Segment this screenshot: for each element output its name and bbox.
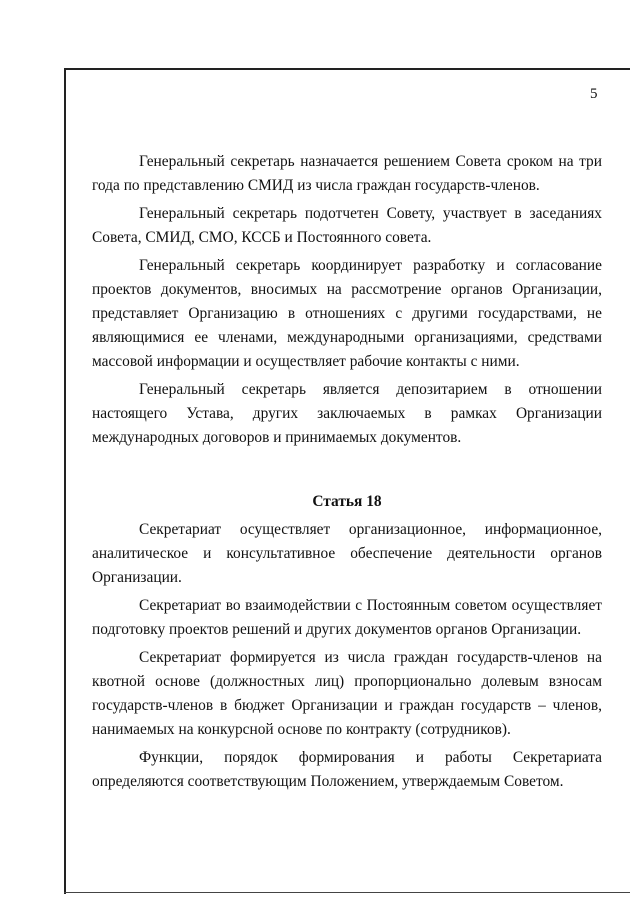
- article-heading: Статья 18: [312, 493, 382, 510]
- page-border-bottom: [64, 892, 630, 893]
- paragraph: Генеральный секретарь подотчетен Совету, участвует в заседаниях Совета, СМИД, СМО, КССБ и Постоянного совета.: [92, 205, 602, 246]
- paragraph: Генеральный секретарь назначается решением Совета сроком на три года по представлению СМИД из числа граждан государств-членов.: [92, 153, 602, 194]
- page-border-left: [64, 68, 66, 894]
- paragraph: Функции, порядок формирования и работы Секретариата определяются соответствующим Положением, утверждаемым Советом.: [92, 749, 602, 790]
- document-body: [92, 150, 602, 798]
- paragraph: Секретариат во взаимодействии с Постоянным советом осуществляет подготовку проектов решений и других документов органов Организации.: [92, 597, 602, 638]
- page-number: 5: [590, 86, 598, 102]
- paragraph: Генеральный секретарь координирует разработку и согласование проектов документов, вносимых на рассмотрение органов Организации, представляет Организацию в отношениях с другими государствами, не являющимися ее членами, международными организациями, средствами массовой информации и осуществляет рабочие контакты с ними.: [92, 257, 602, 370]
- paragraph: Секретариат формируется из числа граждан государств-членов на квотной основе (должностных лиц) пропорционально долевым взносам государств-членов в бюджет Организации и граждан государств – членов, нанимаемых на конкурсной основе по контракту (сотрудников).: [92, 649, 602, 738]
- paragraph: Генеральный секретарь является депозитарием в отношении настоящего Устава, других заключаемых в рамках Организации международных договоров и принимаемых документов.: [92, 381, 602, 446]
- page-border-top: [64, 68, 630, 70]
- paragraph: Секретариат осуществляет организационное, информационное, аналитическое и консультативное обеспечение деятельности органов Организации.: [92, 521, 602, 586]
